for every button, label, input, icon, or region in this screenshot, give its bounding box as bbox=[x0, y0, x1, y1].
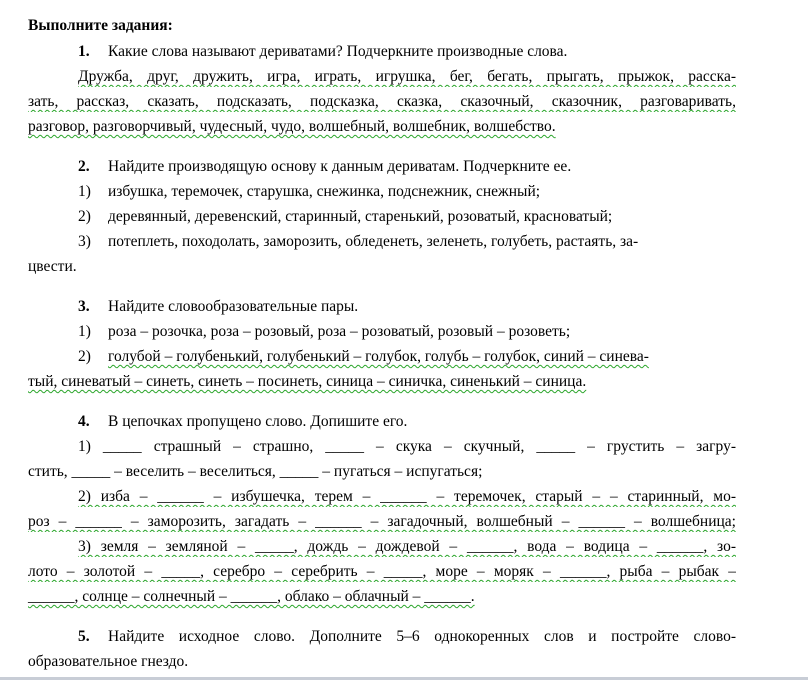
task-3-item-1 bbox=[78, 322, 736, 342]
task-3-question bbox=[78, 297, 736, 317]
task-3-item-1-number: 1) bbox=[78, 323, 91, 340]
task-4-line-4: роз – ______ – заморозить, загадать – ______ – загадочный, волшебный – ______ – волшебница; bbox=[28, 513, 736, 530]
task-1-line-3: разговор, разговорчивый, чудесный, чудо, волшебный, волшебник, волшебство. bbox=[28, 118, 556, 135]
task-5-tail: образовательное гнездо. bbox=[28, 653, 189, 670]
task-3-tail: тый, синеватый – синеть, синеть – посинеть, синица – синичка, синенький – синица. bbox=[28, 373, 587, 390]
task-2-item-2-number: 2) bbox=[78, 208, 91, 225]
task-2-number: 2. bbox=[78, 158, 90, 175]
task-2-item-3-number: 3) bbox=[78, 233, 91, 250]
task-4-number: 4. bbox=[78, 413, 90, 430]
task-2-item-1-number: 1) bbox=[78, 183, 91, 200]
task-5-question bbox=[78, 627, 736, 647]
task-2-item-1 bbox=[78, 182, 736, 202]
task-3-item-1-text: роза – розочка, роза – розовый, роза – розоватый, розовый – розоветь; bbox=[108, 323, 571, 340]
task-5-question-text: Найдите исходное слово. Дополните 5–6 однокоренных слов и постройте слово- bbox=[108, 628, 736, 645]
task-2-item-3 bbox=[78, 232, 736, 252]
task-4-line-6: лото – золотой – _____, серебро – серебрить – _____, море – моряк – ______, рыба – рыбак – bbox=[28, 563, 736, 580]
task-2-tail: цвести. bbox=[28, 258, 77, 275]
task-1-number: 1. bbox=[78, 43, 90, 60]
task-4-line-1: 1) _____ страшный – страшно, _____ – скука – скучный, _____ – грустить – загру- bbox=[78, 438, 736, 455]
task-3-number: 3. bbox=[78, 298, 90, 315]
task-3-question-text: Найдите словообразовательные пары. bbox=[108, 298, 359, 315]
task-4-line-7: ______, солнце – солнечный – ______, облако – облачный – ______. bbox=[28, 588, 475, 605]
task-3-item-2-text: голубой – голубенький, голубенький – голубок, голубь – голубок, синий – синева- bbox=[108, 348, 649, 365]
task-4-question-text: В цепочках пропущено слово. Допишите его. bbox=[108, 413, 408, 430]
task-4-line-2: стить, _____ – веселить – веселиться, _____ – пугаться – испугаться; bbox=[28, 463, 483, 480]
task-2-question-text: Найдите производящую основу к данным дериватам. Подчеркните ее. bbox=[108, 158, 572, 175]
task-1-question bbox=[78, 42, 736, 62]
task-1-question-text: Какие слова называют дериватами? Подчеркните производные слова. bbox=[108, 43, 568, 60]
task-2-item-2-text: деревянный, деревенский, старинный, старенький, розоватый, красноватый; bbox=[108, 208, 613, 225]
task-3-item-2 bbox=[78, 347, 736, 367]
task-4-question bbox=[78, 412, 736, 432]
task-2-item-2 bbox=[78, 207, 736, 227]
page-heading: Выполните задания: bbox=[28, 17, 173, 34]
task-4-line-3: 2) изба – ______ – избушечка, терем – ______ – теремочек, старый – – старинный, мо- bbox=[78, 488, 736, 505]
task-4-line-5: 3) земля – земляной – _____, дождь – дождевой – ______, вода – водица – ______, зо- bbox=[78, 538, 736, 555]
task-3-item-2-number: 2) bbox=[78, 348, 91, 365]
task-1-line-2: зать, рассказ, сказать, подсказать, подсказка, сказка, сказочный, сказочник, разговаривать, bbox=[28, 93, 736, 110]
task-2-item-3-text: потеплеть, походолать, заморозить, обледенеть, зеленеть, голубеть, растаять, за- bbox=[108, 233, 639, 250]
task-1-line-1: Дружба, друг, дружить, игра, играть, игрушка, бег, бегать, прыгать, прыжок, расска- bbox=[78, 68, 736, 85]
task-5-number: 5. bbox=[78, 628, 90, 645]
task-2-question bbox=[78, 157, 736, 177]
task-2-item-1-text: избушка, теремочек, старушка, снежинка, подснежник, снежный; bbox=[108, 183, 541, 200]
